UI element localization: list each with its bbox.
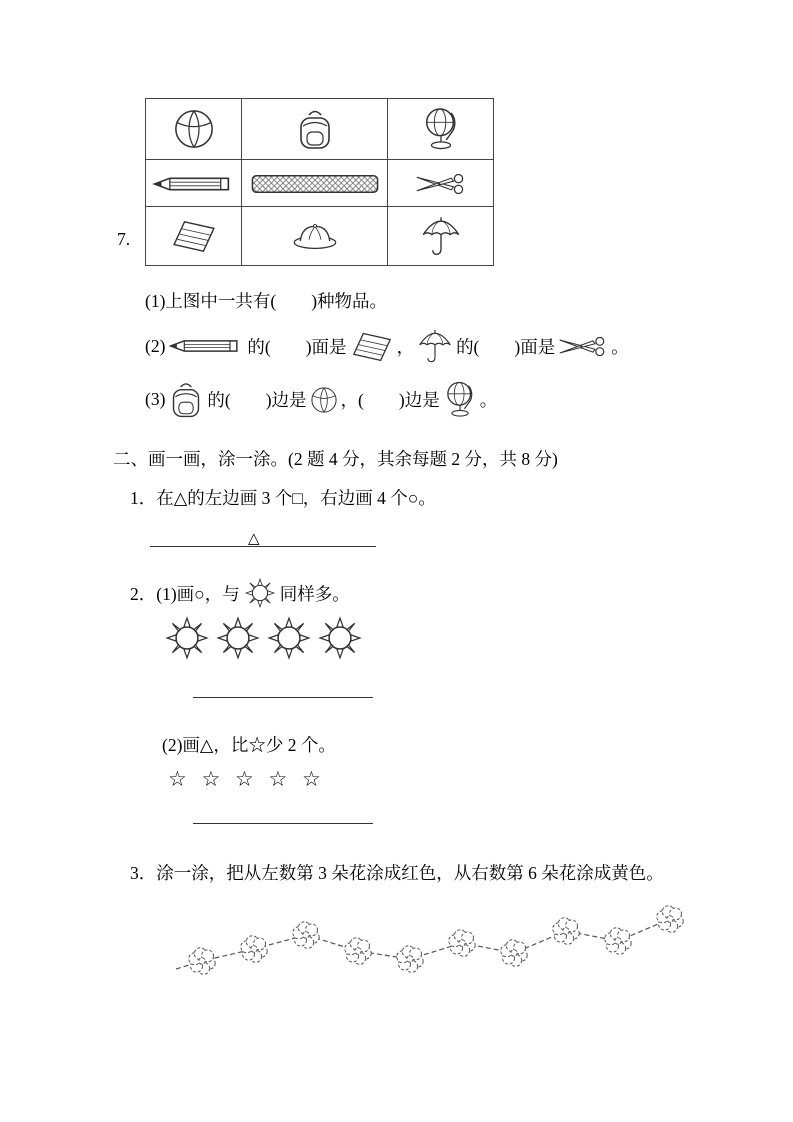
- question-s2-3-text: 涂一涂，把从左数第 3 朵花涂成红色，从右数第 6 朵花涂成黄色。: [156, 863, 664, 883]
- sun-icon: [244, 577, 276, 609]
- flower-icon: [449, 930, 475, 957]
- question-s2-1: [130, 485, 793, 510]
- objects-table-row: [146, 160, 494, 207]
- question-7-2: [145, 327, 793, 365]
- question-s2-2-part1: [130, 577, 793, 609]
- question-s2-1-text: 在△的左边画 3 个□，右边画 4 个○。: [156, 488, 436, 508]
- objects-table-body: [146, 99, 494, 266]
- ruler-icon: [251, 174, 379, 194]
- answer-line-2: [193, 823, 373, 824]
- question-7-2-text-1: 的( )面是: [247, 336, 347, 357]
- flower-icon: [293, 922, 319, 949]
- question-s2-2-p2-text: (2)画△，比☆少 2 个。: [162, 735, 336, 755]
- umbrella-icon: [420, 214, 462, 258]
- question-s2-1-number: 1．: [130, 488, 157, 508]
- question-7-block: [117, 98, 497, 266]
- scissors-icon: [558, 337, 608, 356]
- flower-icon: [553, 918, 579, 945]
- drawing-line: [150, 518, 376, 547]
- scissors-cell: [388, 160, 494, 207]
- objects-table-row: [146, 207, 494, 266]
- question-7-3-text-1: 的( )边是: [207, 390, 307, 410]
- objects-table-row: [146, 99, 494, 160]
- flower-icon: [657, 906, 683, 933]
- question-7-1-text: (1)上图中一共有( )种物品。: [145, 291, 388, 311]
- flower-icon: [241, 936, 267, 963]
- question-7-3-prefix: (3): [145, 389, 166, 409]
- ball-icon: [310, 386, 338, 414]
- triangle-marker: △: [248, 529, 260, 547]
- answer-line-1: [193, 697, 373, 698]
- objects-table: [145, 98, 494, 266]
- hat-icon: [292, 222, 338, 250]
- umbrella-icon: [417, 327, 453, 365]
- question-s2-3-number: 3．: [130, 863, 157, 883]
- question-7-2-text-2: 的( )面是: [456, 336, 556, 357]
- pencil-cell: [146, 160, 242, 207]
- notebook-cell: [146, 207, 242, 266]
- flower-icon: [345, 938, 371, 965]
- flower-icon: [189, 948, 215, 975]
- star-row: ☆ ☆ ☆ ☆ ☆: [168, 767, 325, 791]
- question-7-3-period: 。: [479, 390, 498, 410]
- question-7-1: [145, 288, 793, 313]
- globe-icon: [443, 380, 477, 419]
- notebook-icon: [170, 218, 218, 254]
- globe-cell: [388, 99, 494, 160]
- scissors-icon: [415, 174, 467, 194]
- ball-icon: [173, 108, 215, 150]
- flower-icon: [397, 946, 423, 973]
- sun-icon: [317, 615, 363, 661]
- question-7-number: 7.: [117, 229, 131, 249]
- backpack-icon: [295, 106, 335, 152]
- question-s2-2-part2: [162, 732, 793, 757]
- question-7-3-text-2: ，( )边是: [340, 390, 440, 410]
- question-7-3: [145, 379, 793, 420]
- globe-icon: [421, 106, 461, 152]
- flower-icon: [605, 928, 631, 955]
- umbrella-cell: [388, 207, 494, 266]
- sun-icon: [215, 615, 261, 661]
- question-7-2-prefix: (2): [145, 335, 166, 356]
- sun-icon: [164, 615, 210, 661]
- ruler-cell: [242, 160, 388, 207]
- section-2-title: 二、画一画，涂一涂。(2 题 4 分，其余每题 2 分，共 8 分): [113, 449, 558, 469]
- flower-garland: [176, 895, 716, 987]
- pencil-icon: [168, 338, 244, 354]
- ball-cell: [146, 99, 242, 160]
- flower-icon: [501, 940, 527, 967]
- question-s2-2-p1-prefix: (1)画○，与: [156, 583, 240, 604]
- question-s2-2-p1-suffix: 同样多。: [279, 583, 350, 604]
- sun-row: [164, 615, 793, 661]
- question-7-2-comma: ，: [396, 336, 415, 357]
- sun-icon: [266, 615, 312, 661]
- question-s2-2-number: 2．: [130, 583, 157, 604]
- question-s2-3: [130, 860, 793, 885]
- backpack-icon: [168, 379, 204, 420]
- notebook-icon: [350, 330, 394, 363]
- hat-cell: [242, 207, 388, 266]
- backpack-cell: [242, 99, 388, 160]
- question-7-2-period: 。: [611, 336, 629, 357]
- pencil-icon: [152, 175, 236, 193]
